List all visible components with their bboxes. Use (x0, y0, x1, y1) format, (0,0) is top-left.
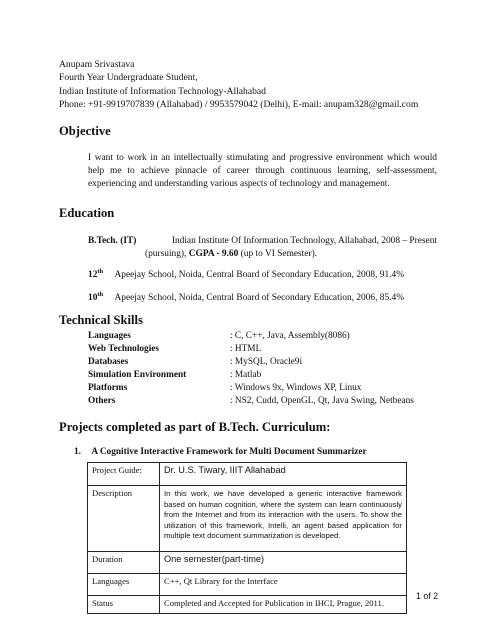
btech-institute: Indian Institute Of Information Technology, Allahabad, 2008 – Present (171, 236, 437, 246)
description-value: In this work, we have developed a generic interactive framework based on human cognition, where the system can learn continuously from the Internet and from its interaction with the users. To show the utilization of this framework, Intelli, an agent based application for multiple text document summarization is developed. (160, 486, 407, 552)
skill-value: : NS2, Cudd, OpenGL, Qt, Java Swing, Netbeans (230, 395, 414, 406)
skill-row (88, 343, 414, 356)
candidate-title: Fourth Year Undergraduate Student, (59, 72, 198, 84)
skill-label: Web Technologies (88, 343, 160, 354)
table-row (88, 596, 407, 614)
btech-status: (pursuing), (145, 248, 187, 259)
grade-12-suffix: th (97, 268, 104, 275)
candidate-contact: Phone: +91-9919707839 (Allahabad) / 9953579042 (Delhi), E-mail: anupam328@gmail.com (59, 98, 419, 110)
candidate-institute: Indian Institute of Information Technology-Allahabad (59, 85, 266, 97)
project-number: 1. (74, 447, 81, 457)
project-1-title (74, 447, 367, 457)
education-12th (88, 266, 404, 282)
skills-list (88, 330, 414, 407)
table-row (88, 574, 407, 596)
objective-text: I want to work in an intellectually stimulating and progressive environment which would help me to achieve pinnacle of career through continuous learning, self-assessment, experiencing and understanding various aspects of technology and management. (88, 153, 437, 190)
skill-value: : Matlab (230, 369, 262, 380)
table-row (88, 486, 407, 552)
btech-cgpa: CGPA - 9.60 (188, 248, 239, 259)
skill-label: Platforms (88, 382, 128, 393)
skill-label: Databases (88, 356, 129, 367)
page-indicator: 1 of 2 (416, 591, 439, 601)
status-label: Status (88, 596, 160, 614)
guide-value: Dr. U.S. Tiwary, IIIT Allahabad (160, 463, 407, 486)
grade-12-text: Apeejay School, Noida, Central Board of Secondary Education, 2008, 91.4% (114, 270, 405, 281)
skill-row (88, 330, 414, 343)
skill-value: : MySQL, Oracle9i (230, 356, 303, 367)
skill-value: : HTML (230, 343, 262, 354)
education-heading: Education (59, 206, 115, 220)
skill-label: Simulation Environment (88, 369, 187, 380)
skill-label: Others (88, 395, 116, 406)
skill-value: : C, C++, Java, Assembly(8086) (230, 331, 350, 341)
status-value: Completed and Accepted for Publication in IHCI, Prague, 2011. (160, 596, 407, 614)
guide-label: Project Guide: (88, 463, 160, 486)
skill-row (88, 356, 414, 369)
education-btech (88, 235, 437, 260)
objective-heading: Objective (59, 124, 111, 138)
grade-12-number: 12 (88, 270, 98, 281)
btech-cgpa-note: (up to VI Semester). (240, 248, 318, 259)
description-label: Description (88, 486, 160, 552)
skill-value: : Windows 9x, Windows XP, Linux (230, 382, 362, 393)
skill-label: Languages (88, 331, 131, 341)
skills-heading: Technical Skills (59, 313, 143, 327)
duration-value: One semester(part-time) (160, 552, 407, 574)
project-details-table (87, 462, 407, 614)
table-row (88, 463, 407, 486)
skill-row (88, 382, 414, 395)
duration-label: Duration (88, 552, 160, 574)
grade-10-text: Apeejay School, Noida, Central Board of Secondary Education, 2006, 85.4% (114, 293, 405, 304)
project-title-text: A Cognitive Interactive Framework for Multi Document Summarizer (91, 447, 367, 457)
contact-header (59, 58, 418, 111)
languages-label: Languages (88, 574, 160, 596)
table-row (88, 552, 407, 574)
candidate-name: Anupam Srivastava (59, 59, 135, 70)
skill-row (88, 395, 414, 408)
btech-degree: B.Tech. (IT) (88, 236, 137, 246)
projects-heading: Projects completed as part of B.Tech. Curriculum: (59, 420, 331, 434)
languages-value: C++, Qt Library for the Interface (160, 574, 407, 596)
grade-10-number: 10 (88, 293, 98, 304)
education-10th (88, 289, 404, 305)
skill-row (88, 369, 414, 382)
grade-10-suffix: th (97, 291, 104, 298)
